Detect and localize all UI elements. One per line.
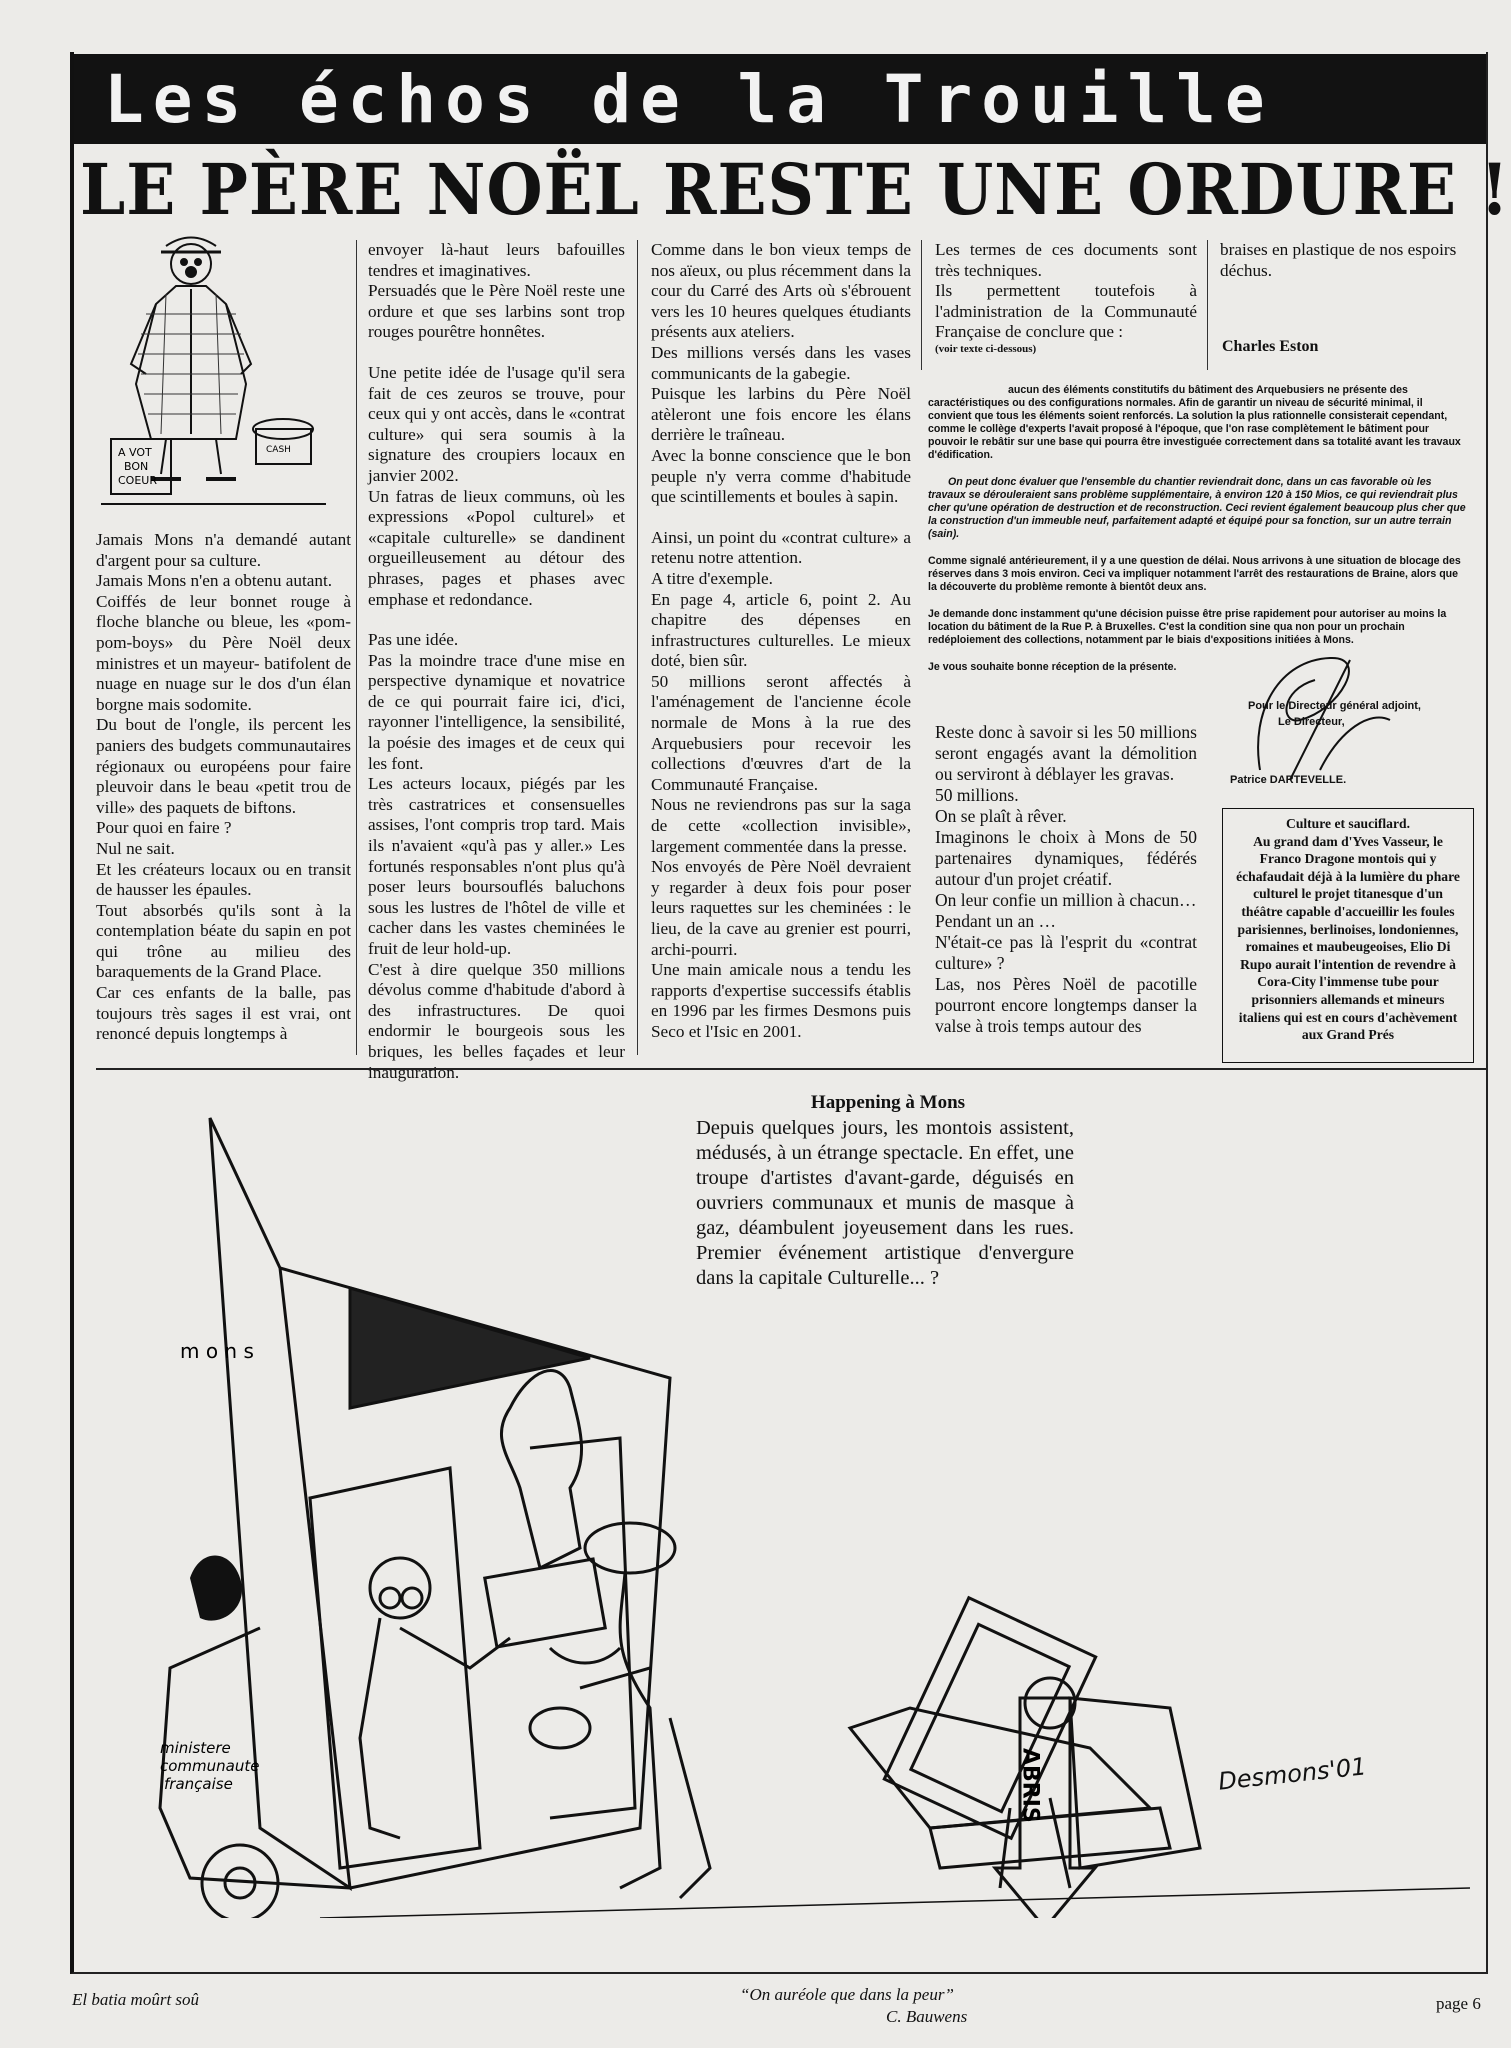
col3-p3: Puisque les larbins du Père Noël atèleront une fois encore les élans derrière le traîneau. — [651, 384, 911, 445]
section-divider — [96, 1068, 1486, 1070]
article-column-3 — [651, 240, 911, 1043]
col3-p9: Nous ne reviendrons pas sur la saga de cette «collection invisible», largement commentée dans la presse. — [651, 795, 911, 856]
col1-p8: Tout absorbés qu'ils sont à la contemplation béate du sapin en pot qui trône au milieu des baraquements de la Grand Place. — [96, 900, 351, 982]
col1-p1: Jamais Mons n'a demandé autant d'argent pour sa culture. — [96, 530, 351, 570]
happening-text: Depuis quelques jours, les montois assistent, médusés, à un étrange spectacle. En effet, une troupe d'artistes d'avant-garde, déguisés en ouvriers communaux et munis de masque à gaz, déambulent joyeusement dans les rues. Premier événement artistique d'envergure dans la capitale Culturelle... ? — [696, 1117, 1074, 1289]
rooster-icon — [190, 1556, 242, 1621]
col3-p11: Une main amicale nous a tendu les rapports d'expertise successifs établis en 1996 par les firmes Desmons puis Seco et l'Isic en 2001. — [651, 960, 911, 1041]
column-divider — [637, 240, 638, 1055]
col1-p3: Coiffés de leur bonnet rouge à floche blanche ou bleue, les «pom-pom-boys» du Père Noël deux ministres et un mayeur- batifolent de nuage en nuage sur le dos d'un élan borgne mais sodomite. — [96, 591, 351, 714]
article-column-4-top — [935, 240, 1197, 356]
col4-bottom-p6: Pendant un an … — [935, 911, 1057, 931]
letter-p3: Comme signalé antérieurement, il y a une question de délai. Nous arrivons à une situation de blocage des réserves dans 3 mois environ. Ceci va impliquer notamment l'arrêt des restaurations de Braine, alors que la découverte du problème remonte à bientôt deux ans. — [928, 555, 1461, 593]
santa-sign-1: A VOT — [118, 446, 152, 459]
santa-box-label: CASH — [266, 445, 291, 455]
expert-letter — [928, 384, 1468, 688]
article-column-2 — [368, 240, 625, 1083]
page-number: page 6 — [1436, 1994, 1481, 2013]
col2-p3: Une petite idée de l'usage qu'il sera fait de ces zeuros se trouve, pour ceux qui y ont accès, dans le «contrat culture» qui sera soumis à la signature des croupiers locaux en janvier 2002. — [368, 362, 625, 485]
letter-sign-name: Patrice DARTEVELLE. — [1230, 774, 1347, 786]
truck-text-3: française — [164, 1775, 233, 1793]
column-divider — [1207, 240, 1208, 370]
col1-p4: Du bout de l'ongle, ils percent les paniers des budgets communautaires régionaux ou européens pour faire pleuvoir dans le beau «petit trou de ville» des paquets de biftons. — [96, 715, 351, 817]
col4-bottom-p1: Reste donc à savoir si les 50 millions seront engagés avant la démolition ou serviront à déblayer les gravas. — [935, 722, 1197, 784]
column-divider — [356, 240, 357, 1055]
col4-top-p2: Ils permettent toutefois à l'administration de la Communauté Française de conclure que : — [935, 281, 1197, 342]
col1-p7: Et les créateurs locaux ou en transit de hausser les épaules. — [96, 859, 351, 900]
headline: LE PÈRE NOËL RESTE UNE ORDURE ! — [80, 148, 1510, 231]
truck-text-2: communaute — [160, 1757, 260, 1775]
masthead-title: Les échos de la Trouille — [104, 61, 1274, 138]
letter-p4: Je demande donc instamment qu'une décision puisse être prise rapidement pour autoriser au moins la location du bâtiment de la Rue P. à Bruxelles. C'est la condition sine qua non pour un prochain redéploiement des collections, notamment par le biais d'expositions initiées à Mons. — [928, 608, 1447, 646]
masthead — [74, 54, 1486, 144]
santa-sign-2: BON — [124, 460, 149, 473]
col3-p10: Nos envoyés de Père Noël devraient y regarder à deux fois pour poser leurs raquettes sur les cheminées : le lieu, de la cave au grenier est pourri, archi-pourri. — [651, 857, 911, 959]
col3-p5: Ainsi, un point du «contrat culture» a retenu notre attention. — [651, 527, 911, 568]
santa-cartoon — [96, 234, 331, 524]
col2-p4: Un fatras de lieux communs, où les expressions «Popol culturel» et «capitale culturelle» se dandinent orgueilleusement au détour des phrases, pages et phases avec emphase et redondance. — [368, 486, 625, 609]
col4-bottom-p8: Las, nos Pères Noël de pacotille pourront encore longtemps danser la valse à trois temps autour des — [935, 974, 1197, 1036]
col4-bottom-p3: On se plaît à rêver. — [935, 806, 1067, 826]
article-column-5-top — [1220, 240, 1482, 281]
santa-sign-3: COEUR — [118, 474, 157, 487]
col3-p2: Des millions versés dans les vases communicants de la gabegie. — [651, 342, 911, 383]
col1-p2: Jamais Mons n'en a obtenu autant. — [96, 571, 333, 591]
col2-p5: Pas une idée. — [368, 630, 459, 650]
col2-p1: envoyer là-haut leurs bafouilles tendres et imaginatives. — [368, 240, 625, 280]
letter-p2: On peut donc évaluer que l'ensemble du chantier reviendrait donc, dans un cas favorable où les travaux se dérouleraient sans problème supplémentaire, à environ 120 à 150 Mios, ce qui reviendrait plus cher qu'une opération de destruction et de reconstruction. Ceci revient également beaucoup plus cher que la construction d'un immeuble neuf, parfaitement adapté et équipé pour sa fonction, sur un autre terrain (sain). — [928, 476, 1466, 540]
col4-bottom-p4: Imaginons le choix à Mons de 50 partenaires dynamiques, fédérés autour d'un projet créatif. — [935, 827, 1197, 889]
col3-p6: A titre d'exemple. — [651, 568, 773, 588]
col3-p7: En page 4, article 6, point 2. Au chapitre des dépenses en infrastructures culturelles. Le mieux doté, bien sûr. — [651, 589, 911, 671]
footer-author: C. Bauwens — [886, 2007, 968, 2026]
col2-p7: Les acteurs locaux, piégés par les très castratrices et consensuelles assises, l'ont compris trop tard. Mais ils n'avaient «qu'à pas y aller.» Les fortunés responsables n'ont plus qu'à poser leurs boursouflés baluchons sous les lustres de l'hôtel de ville et cacher dans les vastes cheminées le fruit de leur hold-up. — [368, 774, 625, 958]
col3-p1: Comme dans le bon vieux temps de nos aïeux, ou plus récemment dans la cour du Carré des Arts où s'ébrouent vers les 10 heures quelques étudiants présents aux ateliers. — [651, 240, 911, 342]
mons-logo-text: m o n s — [180, 1339, 254, 1363]
article-column-4-bottom — [935, 722, 1197, 1037]
col2-p2: Persuadés que le Père Noël reste une ordure et que ses larbins sont trop rouges pourêtre honnêtes. — [368, 281, 625, 342]
col3-p8: 50 millions seront affectés à l'aménagement de l'ancienne école normale de Mons à la rue des Arquebusiers pour recevoir les collections d'œuvres d'art de la Communauté Française. — [651, 671, 911, 794]
col1-p5: Pour quoi en faire ? — [96, 818, 232, 838]
footer-quote: “On auréole que dans la peur” — [740, 1985, 954, 2004]
box-title: Culture et sauciflard. — [1286, 816, 1410, 831]
col2-p6: Pas la moindre trace d'une mise en perspective dynamique et novatrice de ce qui pourrait faire ici, d'ici, rayonner l'intelligence, la sensibilité, la poésie des images et de ceux qui les font. — [368, 650, 625, 773]
col1-p6: Nul ne sait. — [96, 838, 175, 858]
col5-top-p1: braises en plastique de nos espoirs déchus. — [1220, 240, 1457, 280]
sidebar-box — [1222, 808, 1474, 1063]
col4-bottom-p5: On leur confie un million à chacun… — [935, 890, 1197, 910]
author-signature: Charles Eston — [1222, 338, 1319, 355]
happening-title: Happening à Mons — [810, 1092, 966, 1113]
abris-sign: ABRIS — [1017, 1748, 1043, 1823]
col2-p8: C'est à dire quelque 350 millions dévolus comme d'habitude d'abord à des infrastructures. De quoi endormir le bourgeois sous les briques, les belles façades et leur inauguration. — [368, 959, 625, 1082]
col3-p4: Avec la bonne conscience que le bon peuple n'y verra comme d'habitude que scintillements et boules à sapin. — [651, 445, 911, 507]
box-text: Au grand dam d'Yves Vasseur, le Franco Dragone montois qui y échafaudait déjà à la lumière du phare culturel le projet titanesque d'un théâtre capable d'accueillir les foules parisiennes, berlinoises, londoniennes, romaines et maubeugeoises, Elio Di Rupo aurait l'intention de revendre à Cora-City l'immense tube pour prisonniers allemands et mineurs italiens qui est en cours d'achèvement aux Grand Prés — [1236, 833, 1460, 1043]
article-column-1 — [96, 530, 351, 1045]
col4-bottom-p7: N'était-ce pas là l'esprit du «contrat culture» ? — [935, 932, 1197, 973]
letter-p5: Je vous souhaite bonne réception de la présente. — [928, 661, 1177, 673]
col4-top-note: (voir texte ci-dessous) — [935, 342, 1037, 355]
truck-text-1: ministere — [160, 1739, 231, 1757]
footer-motto: El batia moûrt soû — [72, 1990, 200, 2009]
col4-top-p1: Les termes de ces documents sont très techniques. — [935, 240, 1197, 280]
letter-sign-line-1: Pour le Directeur général adjoint, — [1248, 700, 1421, 712]
col4-bottom-p2: 50 millions. — [935, 785, 1019, 805]
letter-sign-line-2: Le Directeur, — [1278, 716, 1345, 728]
col1-p9: Car ces enfants de la balle, pas toujours très sages il est vrai, ont renoncé depuis longtemps à — [96, 983, 351, 1044]
column-divider — [921, 240, 922, 370]
letter-p1: aucun des éléments constitutifs du bâtiment des Arquebusiers ne présente des caractéristiques ou des configurations normales. Afin de garantir un niveau de sécurité minimal, il convient que tous les éléments soient renforcés. La solution la plus rationnelle consisterait cependant, comme le collège d'experts l'avait proposé à l'époque, que l'on rase complètement le bâtiment pour pouvoir le rebâtir sur une base qui pourra être investiguée correctement dans sa totalité avant les travaux d'édification. — [928, 384, 1461, 461]
artist-signature: Desmons'01 — [1216, 1752, 1368, 1796]
